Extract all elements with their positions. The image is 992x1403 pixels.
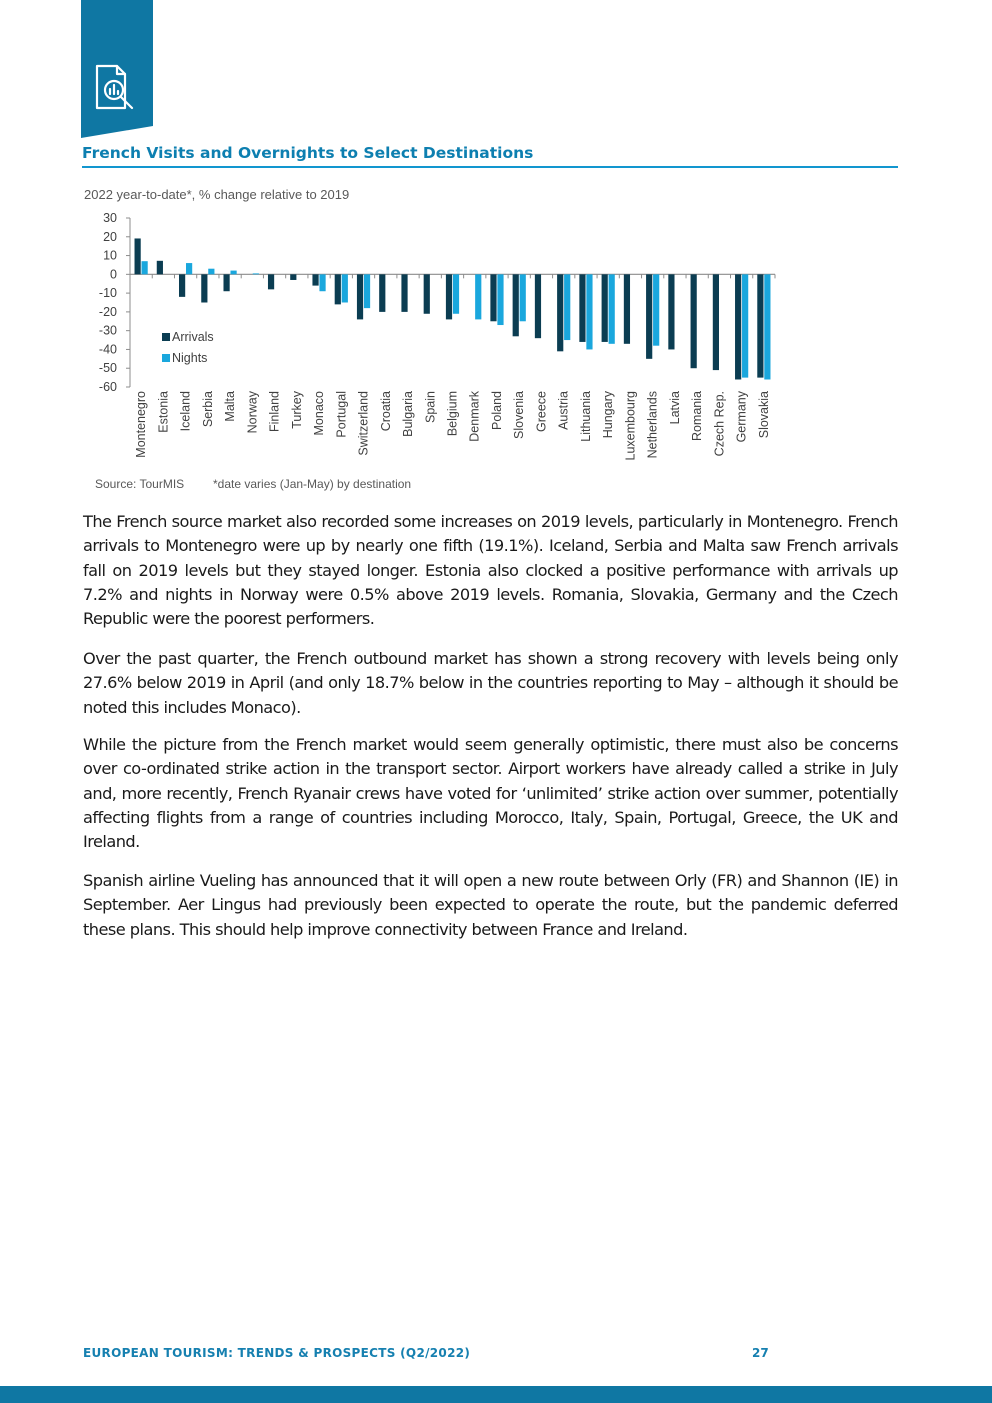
- arrivals-bar-netherlands: [646, 274, 652, 359]
- bar-chart: [82, 205, 782, 475]
- nights-bar-slovakia: [764, 274, 770, 379]
- y-tick-label: -60: [98, 380, 117, 394]
- x-tick-label: Austria: [556, 391, 571, 430]
- arrivals-bar-poland: [490, 274, 496, 321]
- arrivals-bar-spain: [424, 274, 430, 313]
- arrivals-bar-austria: [557, 274, 563, 351]
- x-tick-label: Czech Rep.: [712, 391, 727, 457]
- arrivals-bar-hungary: [602, 274, 608, 342]
- x-tick-label: Estonia: [156, 391, 171, 433]
- x-tick-label: Hungary: [601, 391, 616, 439]
- nights-bar-germany: [742, 274, 748, 377]
- x-tick-label: Slovenia: [512, 391, 527, 439]
- x-tick-label: Iceland: [178, 391, 193, 432]
- x-tick-label: Montenegro: [134, 391, 149, 458]
- x-tick-label: Monaco: [312, 391, 327, 436]
- legend-label-nights: Nights: [172, 351, 208, 365]
- x-tick-label: Switzerland: [356, 391, 371, 456]
- x-tick-label: Poland: [489, 391, 504, 430]
- x-tick-label: Belgium: [445, 391, 460, 437]
- arrivals-bar-belgium: [446, 274, 452, 319]
- nights-bar-poland: [497, 274, 503, 325]
- nights-bar-montenegro: [142, 261, 148, 274]
- arrivals-bar-portugal: [335, 274, 341, 304]
- chart-legend: [162, 330, 214, 365]
- body-paragraph: Spanish airline Vueling has announced that it will open a new route between Orly (FR) and Shannon (IE) in September. Aer Lingus had previously been expected to operate the route, but the pandemic deferred these plans. This should help improve connectivity between France and Ireland.: [83, 871, 898, 939]
- arrivals-bar-bulgaria: [401, 274, 407, 312]
- x-tick-label: Slovakia: [756, 391, 771, 439]
- chart-note: *date varies (Jan-May) by destination: [213, 477, 412, 491]
- chart-source: Source: TourMIS: [95, 477, 185, 491]
- y-axis: [99, 211, 130, 394]
- body-paragraph: While the picture from the French market would seem generally optimistic, there must also be concerns over co-ordinated strike action in the transport sector. Airport workers have already called a strike in July and, more recently, French Ryanair crews have voted for ‘unlimited’ strike action over summer, potentially affecting flights from a range of countries including Morocco, Italy, Spain, Portugal, Greece, the UK and Ireland.: [83, 735, 898, 852]
- nights-bar-iceland: [186, 263, 192, 274]
- arrivals-bar-latvia: [668, 274, 674, 349]
- body-paragraph: Over the past quarter, the French outbound market has shown a strong recovery with levels being only 27.6% below 2019 in April (and only 18.7% below in the countries reporting to May – although it should be noted this includes Monaco).: [83, 649, 898, 717]
- y-tick-label: 10: [103, 248, 117, 263]
- x-tick-label: Norway: [245, 391, 260, 434]
- x-tick-label: Lithuania: [578, 390, 593, 442]
- footer-band: [0, 1386, 992, 1403]
- nights-bar-lithuania: [586, 274, 592, 349]
- chart-subtitle: 2022 year-to-date*, % change relative to 2019: [84, 187, 350, 202]
- x-tick-label: Croatia: [378, 391, 393, 432]
- nights-bar-hungary: [609, 274, 615, 343]
- x-tick-label: Romania: [690, 391, 705, 442]
- nights-bar-portugal: [342, 274, 348, 302]
- x-tick-label: Netherlands: [645, 391, 660, 459]
- x-tick-label: Latvia: [667, 391, 682, 425]
- nights-bar-denmark: [475, 274, 481, 319]
- arrivals-bar-malta: [223, 274, 229, 291]
- header-tab-shape: [81, 0, 153, 138]
- arrivals-bar-montenegro: [135, 238, 141, 274]
- y-tick-label: 20: [103, 229, 117, 244]
- y-tick-label: 0: [110, 267, 117, 282]
- arrivals-bar-iceland: [179, 274, 185, 297]
- nights-bar-serbia: [208, 269, 214, 275]
- arrivals-bar-turkey: [290, 274, 296, 280]
- arrivals-bar-croatia: [379, 274, 385, 312]
- y-tick-label: -20: [98, 304, 117, 319]
- x-tick-label: Luxembourg: [623, 391, 638, 461]
- nights-bar-netherlands: [653, 274, 659, 345]
- x-tick-label: Bulgaria: [401, 391, 416, 437]
- bars: [135, 238, 771, 379]
- arrivals-bar-switzerland: [357, 274, 363, 319]
- y-tick-label: 30: [103, 211, 117, 225]
- x-tick-label: Serbia: [200, 391, 215, 428]
- arrivals-bar-slovenia: [513, 274, 519, 336]
- y-tick-label: -40: [98, 342, 117, 357]
- arrivals-bar-finland: [268, 274, 274, 289]
- x-tick-label: Finland: [267, 391, 282, 432]
- legend-swatch-nights: [162, 354, 170, 362]
- legend-label-arrivals: Arrivals: [172, 330, 214, 344]
- nights-bar-austria: [564, 274, 570, 340]
- x-tick-label: Turkey: [289, 391, 304, 429]
- header-tab: [81, 0, 153, 138]
- arrivals-bar-estonia: [157, 261, 163, 275]
- arrivals-bar-monaco: [312, 274, 318, 285]
- nights-bar-malta: [230, 271, 236, 275]
- nights-bar-monaco: [319, 274, 325, 291]
- page-number: 27: [752, 1346, 769, 1360]
- y-tick-label: -50: [98, 361, 117, 376]
- nights-bar-belgium: [453, 274, 459, 313]
- arrivals-bar-luxembourg: [624, 274, 630, 343]
- x-tick-label: Greece: [534, 391, 549, 432]
- legend-swatch-arrivals: [162, 333, 170, 341]
- x-tick-label: Spain: [423, 391, 438, 423]
- x-tick-label: Malta: [223, 391, 238, 422]
- arrivals-bar-germany: [735, 274, 741, 379]
- arrivals-bar-czech-rep: [713, 274, 719, 370]
- x-tick-label: Denmark: [467, 391, 482, 442]
- arrivals-bar-slovakia: [757, 274, 763, 377]
- arrivals-bar-romania: [691, 274, 697, 368]
- footer-title: EUROPEAN TOURISM: TRENDS & PROSPECTS (Q2/2022): [83, 1346, 471, 1360]
- arrivals-bar-lithuania: [579, 274, 585, 342]
- nights-bar-slovenia: [520, 274, 526, 321]
- title-divider: [82, 166, 898, 168]
- arrivals-bar-greece: [535, 274, 541, 338]
- body-paragraph: The French source market also recorded some increases on 2019 levels, particularly in Montenegro. French arrivals to Montenegro were up by nearly one fifth (19.1%). Iceland, Serbia and Malta saw French arrivals fall on 2019 levels but they stayed longer. Estonia also clocked a positive performance with arrivals up 7.2% and nights in Norway were 0.5% above 2019 levels. Romania, Slovakia, Germany and the Czech Republic were the poorest performers.: [83, 512, 898, 629]
- y-tick-label: -30: [98, 323, 117, 338]
- y-tick-label: -10: [98, 286, 117, 301]
- nights-bar-switzerland: [364, 274, 370, 308]
- x-tick-labels: [134, 390, 771, 460]
- x-tick-label: Portugal: [334, 391, 349, 438]
- nights-bar-norway: [253, 273, 259, 274]
- x-tick-label: Germany: [734, 391, 749, 443]
- section-title: French Visits and Overnights to Select Destinations: [82, 144, 534, 162]
- arrivals-bar-serbia: [201, 274, 207, 302]
